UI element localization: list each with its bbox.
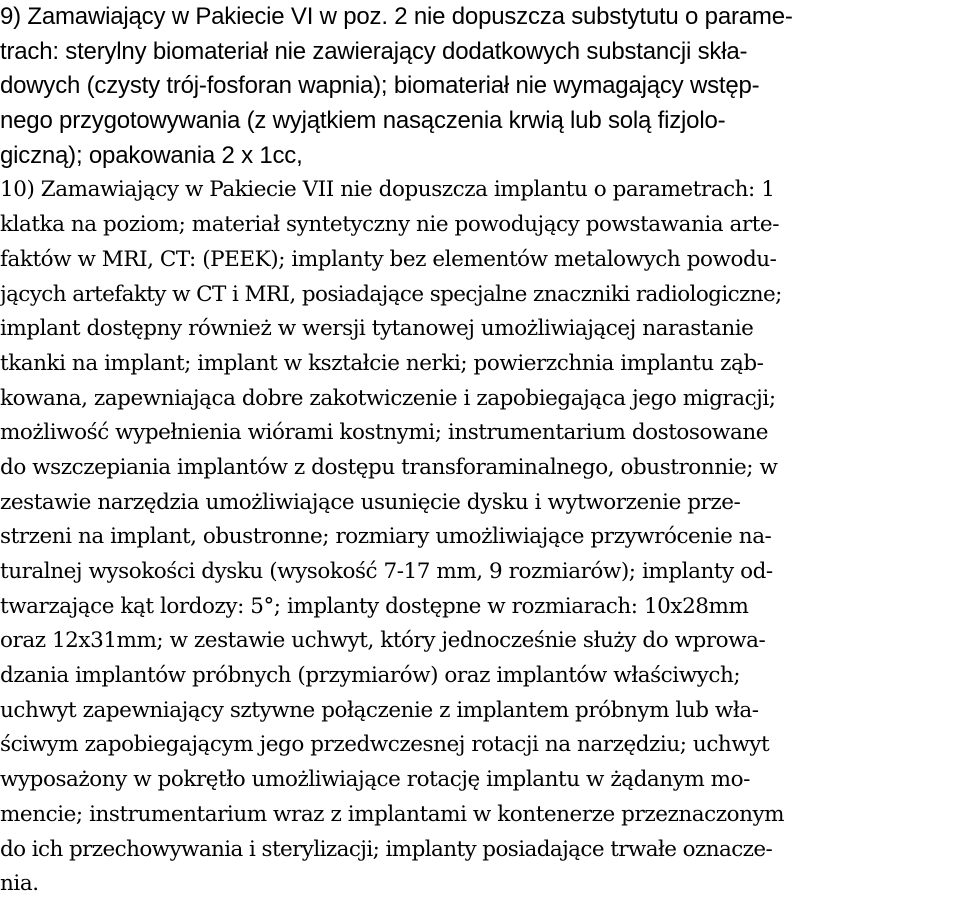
text-line: faktów w MRI, CT: (PEEK); implanty bez elementów metalowych powodu- bbox=[0, 246, 777, 272]
text-line: możliwość wypełnienia wiórami kostnymi; instrumentarium dostosowane bbox=[0, 420, 768, 446]
text-line: 9) Zamawiający w Pakiecie VI w poz. 2 nie dopuszcza substytutu o parame- bbox=[0, 3, 793, 30]
text-line: trach: sterylny biomateriał nie zawierający dodatkowych substancji skła- bbox=[0, 37, 748, 65]
text-line: twarzające kąt lordozy: 5°; implanty dostępne w rozmiarach: 10x28mm bbox=[0, 593, 749, 619]
text-line: 10) Zamawiający w Pakiecie VII nie dopuszcza implantu o parametrach: 1 bbox=[0, 177, 775, 203]
text-line: nia. bbox=[0, 871, 39, 897]
text-line: turalnej wysokości dysku (wysokość 7-17 mm, 9 rozmiarów); implanty od- bbox=[0, 559, 773, 584]
text-line: giczną); opakowania 2 x 1cc, bbox=[0, 141, 303, 169]
text-line: do ich przechowywania i sterylizacji; implanty posiadające trwałe oznacze- bbox=[0, 836, 773, 862]
text-line: oraz 12x31mm; w zestawie uchwyt, który jednocześnie służy do wprowa- bbox=[0, 628, 766, 654]
text-line: mencie; instrumentarium wraz z implantami w kontenerze przeznaczonym bbox=[0, 801, 785, 827]
text-line: dzania implantów próbnych (przymiarów) oraz implantów właściwych; bbox=[0, 663, 741, 689]
paragraph-item-10 bbox=[0, 173, 960, 901]
text-line: klatka na poziom; materiał syntetyczny nie powodujący powstawania arte- bbox=[0, 212, 780, 238]
text-line: uchwyt zapewniający sztywne połączenie z implantem próbnym lub wła- bbox=[0, 697, 759, 723]
text-line: nego przygotowywania (z wyjątkiem nasączenia krwią lub solą fizjolo- bbox=[0, 107, 726, 135]
text-line: kowana, zapewniająca dobre zakotwiczenie i zapobiegająca jego migracji; bbox=[0, 385, 776, 411]
text-line: jących artefakty w CT i MRI, posiadające specjalne znaczniki radiologiczne; bbox=[0, 281, 782, 307]
text-line: implant dostępny również w wersji tytanowej umożliwiającej narastanie bbox=[0, 316, 754, 342]
text-line: ściwym zapobiegającym jego przedwczesnej rotacji na narzędziu; uchwyt bbox=[0, 732, 770, 758]
text-line: wyposażony w pokrętło umożliwiające rotację implantu w żądanym mo- bbox=[0, 767, 750, 793]
text-line: strzeni na implant, obustronne; rozmiary umożliwiające przywrócenie na- bbox=[0, 524, 772, 550]
paragraph-item-9 bbox=[0, 0, 960, 173]
text-line: dowych (czysty trój-fosforan wapnia); biomateriał nie wymagający wstęp- bbox=[0, 72, 760, 100]
text-line: tkanki na implant; implant w kształcie nerki; powierzchnia implantu ząb- bbox=[0, 350, 764, 376]
text-line: zestawie narzędzia umożliwiające usunięcie dysku i wytworzenie prze- bbox=[0, 489, 741, 515]
text-line: do wszczepiania implantów z dostępu transforaminalnego, obustronnie; w bbox=[0, 454, 778, 480]
